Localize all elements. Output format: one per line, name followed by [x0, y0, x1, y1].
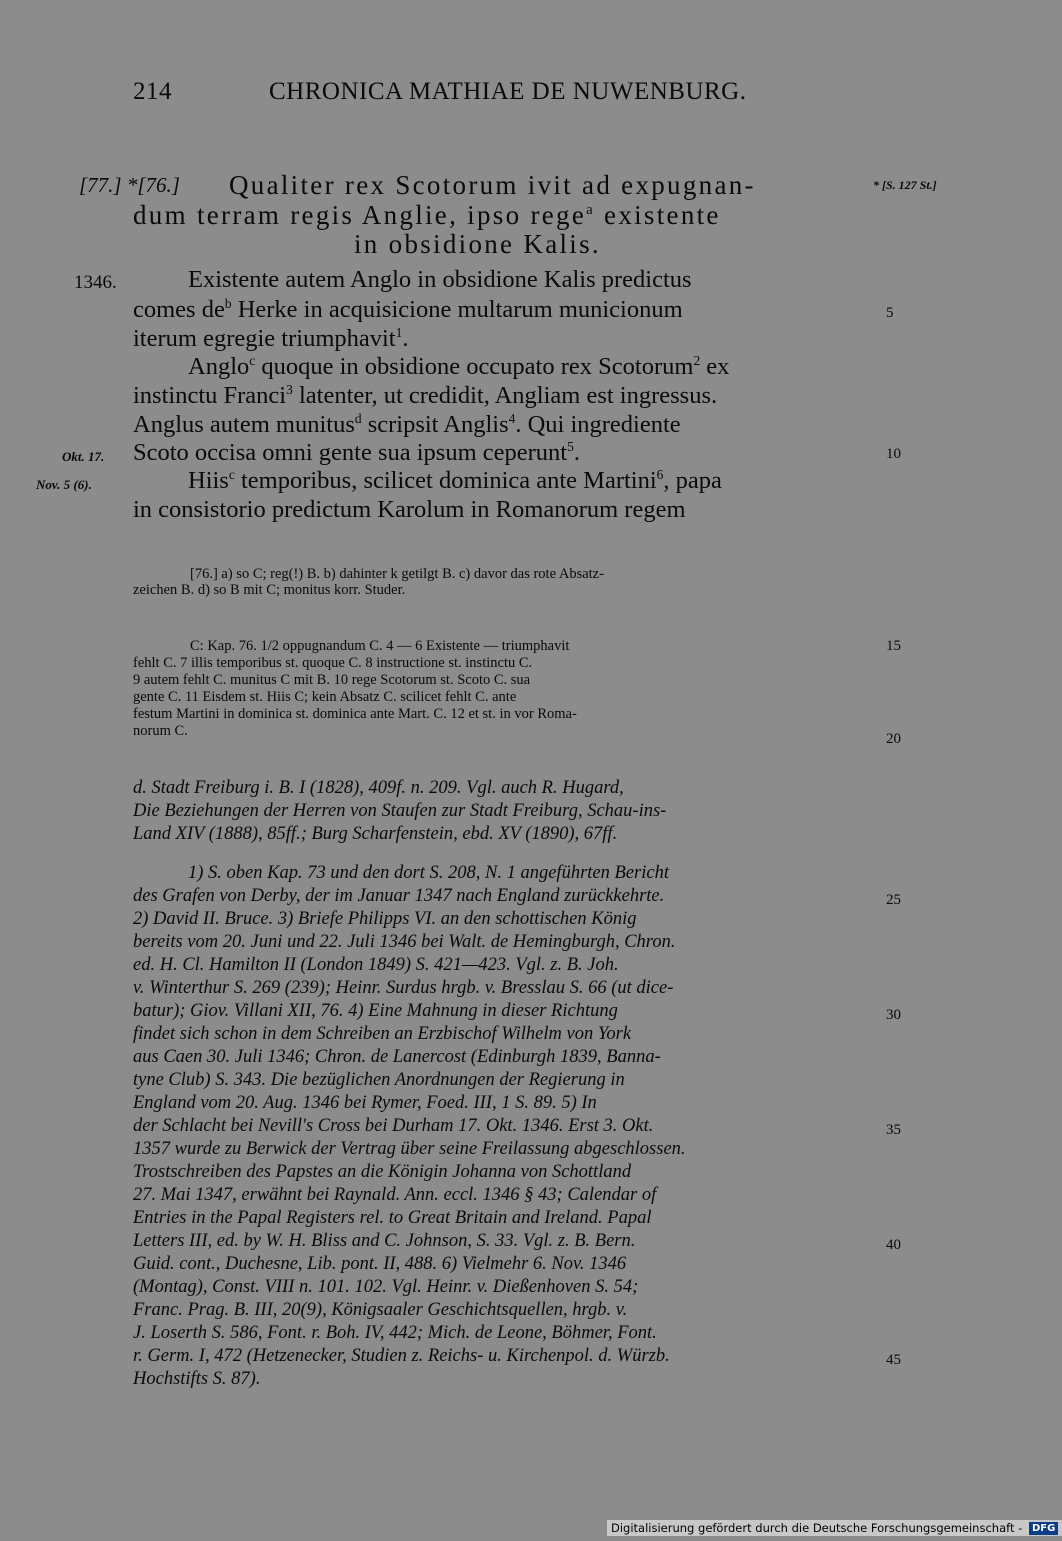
body-line-8: Hiis$^c$ temporibus, scilicet dominica ante Martini$^6$, papa	[188, 466, 722, 494]
line-number-5: 5	[886, 305, 894, 321]
note-line-13: tyne Club) S. 343. Die bezüglichen Anordnungen der Regierung in	[133, 1070, 625, 1090]
body-line-6: Anglus autem munitus$^d$ scripsit Anglis$^4$. Qui ingrediente	[133, 410, 681, 438]
line-number-10: 10	[886, 446, 901, 462]
running-title: CHRONICA MATHIAE DE NUWENBURG.	[269, 78, 747, 105]
collation-line-1: C: Kap. 76. 1/2 oppugnandum C. 4 — 6 Existente — triumphavit	[190, 638, 570, 654]
body-line-5: instinctu Franci$^3$ latenter, ut credidit, Angliam est ingressus.	[133, 381, 718, 409]
line-number-35: 35	[886, 1122, 901, 1138]
apparatus-line-2: zeichen B. d) so B mit C; monitus korr. Studer.	[133, 582, 406, 598]
dfg-logo: DFG	[1029, 1522, 1058, 1535]
note-line-14: England vom 20. Aug. 1346 bei Rymer, Foed. III, 1 S. 89. 5) In	[133, 1093, 597, 1113]
credit-text: Digitalisierung gefördert durch die Deutsche Forschungsgemeinschaft -	[611, 1521, 1023, 1535]
note-line-22: (Montag), Const. VIII n. 101. 102. Vgl. Heinr. v. Dießenhoven S. 54;	[133, 1277, 639, 1297]
note-line-19: Entries in the Papal Registers rel. to Great Britain and Ireland. Papal	[133, 1208, 652, 1228]
body-line-1: Existente autem Anglo in obsidione Kalis predictus	[188, 266, 692, 293]
body-line-3: iterum egregie triumphavit$^1$.	[133, 324, 409, 352]
chapter-title-line-2: dum terram regis Anglie, ipso rege$^a$ existente	[133, 200, 721, 230]
note-line-16: 1357 wurde zu Berwick der Vertrag über seine Freilassung abgeschlossen.	[133, 1139, 686, 1159]
note-line-3: Land XIV (1888), 85ff.; Burg Scharfenstein, ebd. XV (1890), 67ff.	[133, 824, 618, 844]
line-number-15: 15	[886, 638, 901, 654]
line-number-30: 30	[886, 1007, 901, 1023]
chapter-title-line-3: in obsidione Kalis.	[354, 229, 601, 259]
digitization-credit	[607, 1520, 1062, 1536]
note-line-25: r. Germ. I, 472 (Hetzenecker, Studien z. Reichs- u. Kirchenpol. d. Würzb.	[133, 1346, 670, 1366]
body-line-9: in consistorio predictum Karolum in Romanorum regem	[133, 496, 686, 523]
note-line-1: d. Stadt Freiburg i. B. I (1828), 409f. n. 209. Vgl. auch R. Hugard,	[133, 778, 624, 798]
note-line-12: aus Caen 30. Juli 1346; Chron. de Lanercost (Edinburgh 1839, Banna-	[133, 1047, 661, 1067]
note-line-8: ed. H. Cl. Hamilton II (London 1849) S. 421—423. Vgl. z. B. Joh.	[133, 955, 619, 975]
line-number-40: 40	[886, 1237, 901, 1253]
note-line-2: Die Beziehungen der Herren von Staufen zur Stadt Freiburg, Schau-ins-	[133, 801, 667, 821]
body-line-7: Scoto occisa omni gente sua ipsum ceperunt$^5$.	[133, 438, 580, 466]
note-line-11: findet sich schon in dem Schreiben an Erzbischof Wilhelm von York	[133, 1024, 632, 1044]
note-line-21: Guid. cont., Duchesne, Lib. pont. II, 488. 6) Vielmehr 6. Nov. 1346	[133, 1254, 627, 1274]
apparatus-line-1: [76.] a) so C; reg(!) B. b) dahinter k getilgt B. c) davor das rote Absatz-	[190, 566, 604, 582]
collation-line-3: 9 autem fehlt C. munitus C mit B. 10 rege Scotorum st. Scoto C. sua	[133, 672, 531, 688]
chapter-title-line-1: Qualiter rex Scotorum ivit ad expugnan-	[229, 170, 756, 200]
margin-date-oct: Okt. 17.	[62, 449, 105, 464]
collation-line-6: norum C.	[133, 723, 188, 739]
page-number: 214	[133, 78, 172, 105]
margin-year: 1346.	[74, 272, 117, 293]
note-line-20: Letters III, ed. by W. H. Bliss and C. Johnson, S. 33. Vgl. z. B. Bern.	[133, 1231, 636, 1251]
note-line-17: Trostschreiben des Papstes an die Königin Johanna von Schottland	[133, 1162, 632, 1182]
body-line-4: Anglo$^c$ quoque in obsidione occupato rex Scotorum$^2$ ex	[188, 352, 730, 380]
note-line-18: 27. Mai 1347, erwähnt bei Raynald. Ann. eccl. 1346 § 43; Calendar of	[133, 1185, 657, 1205]
collation-line-4: gente C. 11 Eisdem st. Hiis C; kein Absatz C. scilicet fehlt C. ante	[133, 689, 517, 705]
collation-line-2: fehlt C. 7 illis temporibus st. quoque C. 8 instructione st. instinctu C.	[133, 655, 533, 671]
note-line-26: Hochstifts S. 87).	[133, 1369, 261, 1389]
body-line-2: comes $de^b$ Herke in acquisicione multarum municionum	[133, 295, 683, 323]
margin-date-nov: Nov. 5 (6).	[36, 477, 92, 492]
line-number-20: 20	[886, 731, 901, 747]
line-number-45: 45	[886, 1352, 901, 1368]
note-line-6: 2) David II. Bruce. 3) Briefe Philipps VI. an den schottischen König	[133, 909, 637, 929]
line-number-25: 25	[886, 892, 901, 908]
page-reference-marker: * [S. 127 St.]	[873, 178, 937, 192]
note-line-24: J. Loserth S. 586, Font. r. Boh. IV, 442; Mich. de Leone, Böhmer, Font.	[133, 1323, 657, 1343]
note-line-10: batur); Giov. Villani XII, 76. 4) Eine Mahnung in dieser Richtung	[133, 1001, 618, 1021]
collation-line-5: festum Martini in dominica st. dominica ante Mart. C. 12 et st. in vor Roma-	[133, 706, 577, 722]
note-line-4: 1) S. oben Kap. 73 und den dort S. 208, N. 1 angeführten Bericht	[188, 863, 669, 883]
note-line-9: v. Winterthur S. 269 (239); Heinr. Surdus hrgb. v. Bresslau S. 66 (ut dice-	[133, 978, 674, 998]
running-header	[133, 78, 868, 118]
note-line-23: Franc. Prag. B. III, 20(9), Königsaaler Geschichtsquellen, hrgb. v.	[133, 1300, 628, 1320]
chapter-number-markers: [77.] *[76.]	[79, 173, 180, 197]
note-line-7: bereits vom 20. Juni und 22. Juli 1346 bei Walt. de Hemingburgh, Chron.	[133, 932, 676, 952]
note-line-15: der Schlacht bei Nevill's Cross bei Durham 17. Okt. 1346. Erst 3. Okt.	[133, 1116, 654, 1136]
note-line-5: des Grafen von Derby, der im Januar 1347 nach England zurückkehrte.	[133, 886, 665, 906]
